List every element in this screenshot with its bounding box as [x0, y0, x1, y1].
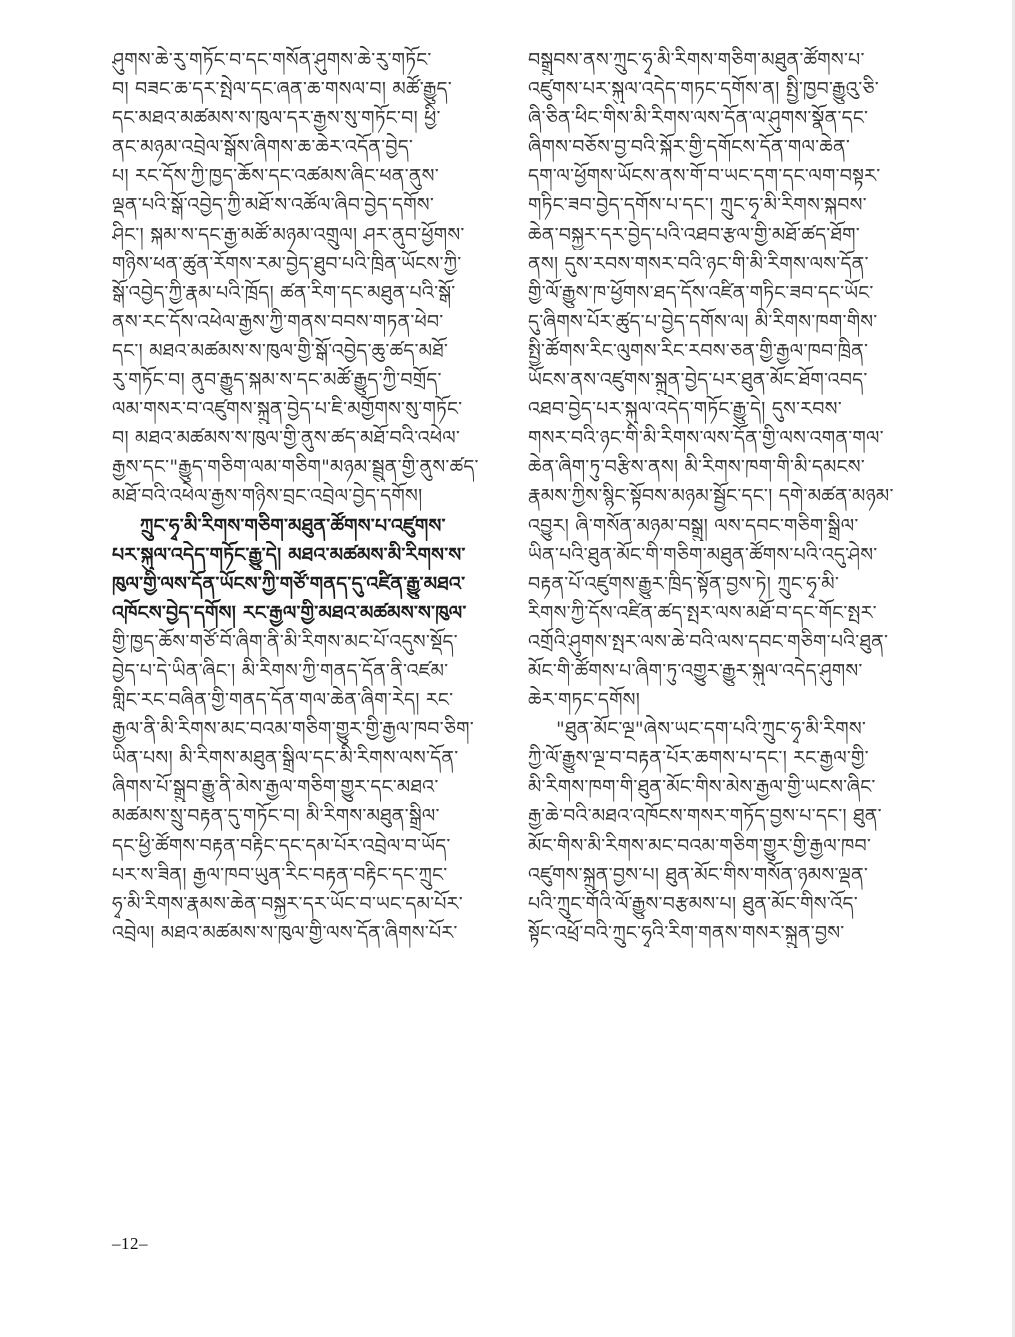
text-line: ཧྭ་མི་རིགས་རྣམས་ཆེན་བསྐྱར་དར་ཡོང་བ་ཡང་དམ་པོར་ — [112, 892, 463, 915]
text-line: འཁོངས་བྱེད་དགོས། རང་རྒྱལ་གྱི་མཐའ་མཚམས་ས་ཁུལ་ — [112, 601, 467, 624]
text-line: རུ་གཏོང་བ། ནུབ་རྒྱུད་སྐམ་ས་དང་མཚོ་རྒྱུད་ཀྱི་བགྲོད་ — [112, 369, 442, 392]
text-line: ཆེར་གཏང་དགོས། — [528, 689, 641, 712]
text-line: འཛུགས་པར་སྐུལ་འདེད་གཏང་དགོས་ན། སྤྱི་ཁྱབ་རྒྱུའུ་ཅི་ — [528, 78, 879, 101]
text-line: ནང་མཉམ་འབྲེལ་སྒོས་ཞིགས་ཆ་ཆེར་འདོན་བྱེད་ — [112, 136, 414, 159]
text-line: ཞིགས་བཅོས་བྱ་བའི་སྐོར་གྱི་དགོངས་དོན་གལ་ཆེན་ — [528, 136, 851, 159]
text-line: པར་ས་ཟིན། རྒྱལ་ཁབ་ཡུན་རིང་བརྟན་བརྟིང་དང་ཀྲུང་ — [112, 863, 448, 886]
text-line: འགྲོའི་ཤུགས་སྤར་ལས་ཆེ་བའི་ལས་དབང་གཅིག་པའི་ཐུན་ — [528, 630, 889, 653]
text-line: མོང་གིས་མི་རིགས་མང་བའམ་གཅིག་གྱུར་གྱི་རྒྱལ་ཁབ་ — [528, 834, 872, 857]
text-line: ནས། དུས་རབས་གསར་བའི་ཉང་གི་མི་རིགས་ལས་དོན་ — [528, 252, 869, 275]
text-line: དུ་ཞིགས་པོར་ཚུད་པ་བྱེད་དགོས་ལ། མི་རིགས་ཁག་གིས་ — [528, 310, 878, 333]
text-line: སྟོང་འཕྲོ་བའི་ཀྲུང་ཧྭའི་རིག་གནས་གསར་སྐྲུན་བྱས་ — [528, 921, 845, 944]
text-line: དང་། མཐའ་མཚམས་ས་ཁུལ་གྱི་སྒོ་འབྱེད་ཆུ་ཚད་མཐོ་ — [112, 339, 449, 362]
text-line: ཆེན་ཞིག་ཏུ་བརྩིས་ནས། མི་རིགས་ཁག་གི་མི་དམངས་ — [528, 456, 865, 479]
text-line: བ། མཐའ་མཚམས་ས་ཁུལ་གྱི་ནུས་ཚད་མཐོ་བའི་འཕེལ་ — [112, 427, 461, 450]
text-line: ཡིན་པས། མི་རིགས་མཐུན་སྒྲིལ་དང་མི་རིགས་ལས་དོན་ — [112, 747, 459, 770]
text-line: གཉིས་ཕན་ཚུན་རོགས་རམ་བྱེད་ཐུབ་པའི་ཁྲིན་ཡོངས་ཀྱི་ — [112, 252, 462, 275]
text-line: རྒྱ་ཆེ་བའི་མཐའ་འཁོངས་གསར་གཏོད་བྱས་པ་དང་། ཐུན་ — [528, 805, 882, 828]
text-line: འབྲེལ། མཐའ་མཚམས་ས་ཁུལ་གྱི་ལས་དོན་ཞིགས་པོར་ — [112, 921, 458, 944]
text-line: མཐོ་བའི་འཕེལ་རྒྱས་གཉིས་བྲང་འབྲེལ་བྱེད་དགོས། — [112, 485, 423, 508]
text-line: རྒྱས་དང་"རྒྱུད་གཅིག་ལམ་གཅིག"མཉམ་སྦྲུན་གྱི་ནུས་ཚད་ — [112, 456, 479, 479]
text-line: ཤིང་། སྐམ་ས་དང་རྒྱ་མཚོ་མཉམ་འགྲུལ། ཤར་ནུབ་ཕྱོགས་ — [112, 223, 465, 246]
text-line: སྤྱི་ཚོགས་རིང་ལུགས་རིང་རབས་ཅན་གྱི་རྒྱལ་ཁབ་ཁྲིན་ — [528, 339, 869, 362]
text-line: བསྒྲུབས་ནས་ཀྲུང་ཧྭ་མི་རིགས་གཅིག་མཐུན་ཚོགས་པ་ — [528, 49, 865, 71]
page-number: –12– — [112, 1234, 148, 1253]
text-line: འབྱུར། ཞི་གསོན་མཉམ་བསྒྲུ། ལས་དབང་གཅིག་སྒྲིལ་ — [528, 514, 859, 537]
text-line: ནས་རང་དོས་འཕེལ་རྒྱས་ཀྱི་གནས་བབས་གཏན་ཕེབ་ — [112, 310, 444, 333]
text-line: ཤུགས་ཆེ་རུ་གཏོང་བ་དང་གསོན་ཤུགས་ཆེ་རུ་གཏོང་ — [112, 49, 432, 71]
text-line: གྱི་ལོ་རྒྱུས་ཁ་ཕྱོགས་ཐད་དོས་འཛིན་གཏིང་ཟབ་དང་ཡོང་ — [528, 281, 874, 304]
text-line: དང་མཐའ་མཚམས་ས་ཁུལ་དར་རྒྱས་སུ་གཏོང་བ། ཕྱི་ — [112, 107, 441, 130]
text-line: ཆེན་བསྐྱར་དར་བྱེད་པའི་འཐབ་རྩལ་གྱི་མཐོ་ཚད་ཐོག་ — [528, 223, 860, 246]
text-line: དག་ལ་ཕྱོགས་ཡོངས་ནས་གོ་བ་ཡང་དག་དང་ལག་བསྟར་ — [528, 165, 881, 188]
right-text-column — [528, 46, 920, 948]
text-line: འཐབ་བྱེད་པར་སྐུལ་འདེད་གཏོང་རྒྱུ་དེ། དུས་རབས་ — [528, 398, 842, 421]
text-line: སྒོ་འབྱེད་ཀྱི་རྣམ་པའི་ཁྲོད། ཚན་རིག་དང་མཐུན་པའི་སྒོ་ — [112, 281, 456, 304]
text-line: ཡོངས་ནས་འཛུགས་སྐྲུན་བྱེད་པར་ཐུན་མོང་ཐོག་འབད་ — [528, 369, 868, 392]
text-line: པར་སྐུལ་འདེད་གཏོང་རྒྱུ་དེ། མཐའ་མཚམས་མི་རིགས་ས་ — [112, 543, 466, 566]
text-line: ལྡན་པའི་སྒོ་འབྱེད་ཀྱི་མཐོ་ས་འཚོལ་ཞིབ་བྱེད་དགོས་ — [112, 194, 435, 217]
text-line: མཚམས་སྲུ་བརྟན་དུ་གཏོང་བ། མི་རིགས་མཐུན་སྒྲིལ་ — [112, 805, 440, 828]
text-line: གཏིང་ཟབ་བྱེད་དགོས་པ་དང་། ཀྲུང་ཧྭ་མི་རིགས་སྐབས་ — [528, 194, 867, 217]
left-text-column — [112, 46, 504, 948]
text-line: དང་ཕྱི་ཚོགས་བརྟན་བརྟིང་དང་དམ་པོར་འབྲེལ་བ་ཡོད་ — [112, 834, 451, 857]
text-line: ཀྲུང་ཧྭ་མི་རིགས་གཅིག་མཐུན་ཚོགས་པ་འཛུགས་ — [140, 514, 446, 537]
text-line: པ། རང་དོས་ཀྱི་ཁྱད་ཆོས་དང་འཚམས་ཞིང་ཕན་ནུས་ — [112, 165, 439, 188]
text-line: ཞི་ཅིན་ཕིང་གིས་མི་རིགས་ལས་དོན་ལ་ཤུགས་སྣོན་དང་ — [528, 107, 869, 130]
text-line: ཁུལ་གྱི་ལས་དོན་ཡོངས་ཀྱི་གཙོ་གནད་དུ་འཛིན་རྒྱུ་མཐའ་ — [112, 572, 466, 595]
text-line: གྱི་ཁྱད་ཆོས་གཙོ་བོ་ཞིག་ནི་མི་རིགས་མང་པོ་འདུས་སྡོད་ — [112, 630, 458, 653]
text-line: པའི་ཀྲུང་གོའི་ལོ་རྒྱུས་བརྩམས་པ། ཐུན་མོང་གིས་འོད་ — [528, 892, 858, 915]
text-line: བརྟན་པོ་འཛུགས་རྒྱུར་ཁྲིད་སྟོན་བྱས་ཏེ། ཀྲུང་ཧྭ་མི་ — [528, 572, 840, 595]
text-line: རྒྱལ་ནི་མི་རིགས་མང་བའམ་གཅིག་གྱུར་གྱི་རྒྱལ་ཁབ་ཅིག་ — [112, 718, 474, 741]
text-line: བ། བཟང་ཆ་དར་སྤེལ་དང་ཞན་ཆ་གསལ་བ། མཚོ་རྒྱུད་ — [112, 78, 452, 101]
text-line: མོང་གི་ཚོགས་པ་ཞིག་ཏུ་འགྱུར་རྒྱུར་སྐུལ་འདེད་ཤུགས་ — [528, 659, 863, 682]
text-line: "ཐུན་མོང་ལྔ"ཞེས་ཡང་དག་པའི་ཀྲུང་ཧྭ་མི་རིགས་ — [556, 718, 867, 741]
text-line: ཡིན་པའི་ཐུན་མོང་གི་གཅིག་མཐུན་ཚོགས་པའི་འདུ་ཤེས་ — [528, 543, 878, 566]
text-line: འཛུགས་སྐྲུན་བྱས་པ། ཐུན་མོང་གིས་གསོན་ཉམས་ལྡན་ — [528, 863, 869, 886]
text-line: ལམ་གསར་བ་འཛུགས་སྐྲུན་བྱེད་པ་ཇི་མགྱོགས་སུ་གཏོང་ — [112, 398, 463, 421]
text-line: གསར་བའི་ཉང་གི་མི་རིགས་ལས་དོན་གྱི་ལས་འགན་གལ་ — [528, 427, 884, 450]
text-line: ཞིགས་པོ་སྒྲུབ་རྒྱུ་ནི་མེས་རྒྱལ་གཅིག་གྱུར་དང་མཐའ་ — [112, 776, 439, 799]
text-line: ཀྱི་ལོ་རྒྱུས་ལྔ་བ་བརྟན་པོར་ཆགས་པ་དང་། རང་རྒྱལ་གྱི་ — [528, 747, 869, 770]
text-line: བྱེད་པ་དེ་ཡིན་ཞིང་། མི་རིགས་ཀྱི་གནད་དོན་ནི་འཛམ་ — [112, 659, 449, 682]
text-line: རྣམས་ཀྱིས་སྙིང་སྟོབས་མཉམ་སྦྱོང་དང་། དགེ་མཚན་མཉམ་ — [528, 485, 894, 508]
text-line: རིགས་ཀྱི་དོས་འཛིན་ཚད་སྤར་ལས་མཐོ་བ་དང་གོང་སྤར་ — [528, 601, 877, 624]
text-line: གླིང་རང་བཞིན་གྱི་གནད་དོན་གལ་ཆེན་ཞིག་རེད། རང་ — [112, 689, 454, 712]
text-line: མི་རིགས་ཁག་གི་ཐུན་མོང་གིས་མེས་རྒྱལ་གྱི་ཡངས་ཞིང་ — [528, 776, 876, 799]
